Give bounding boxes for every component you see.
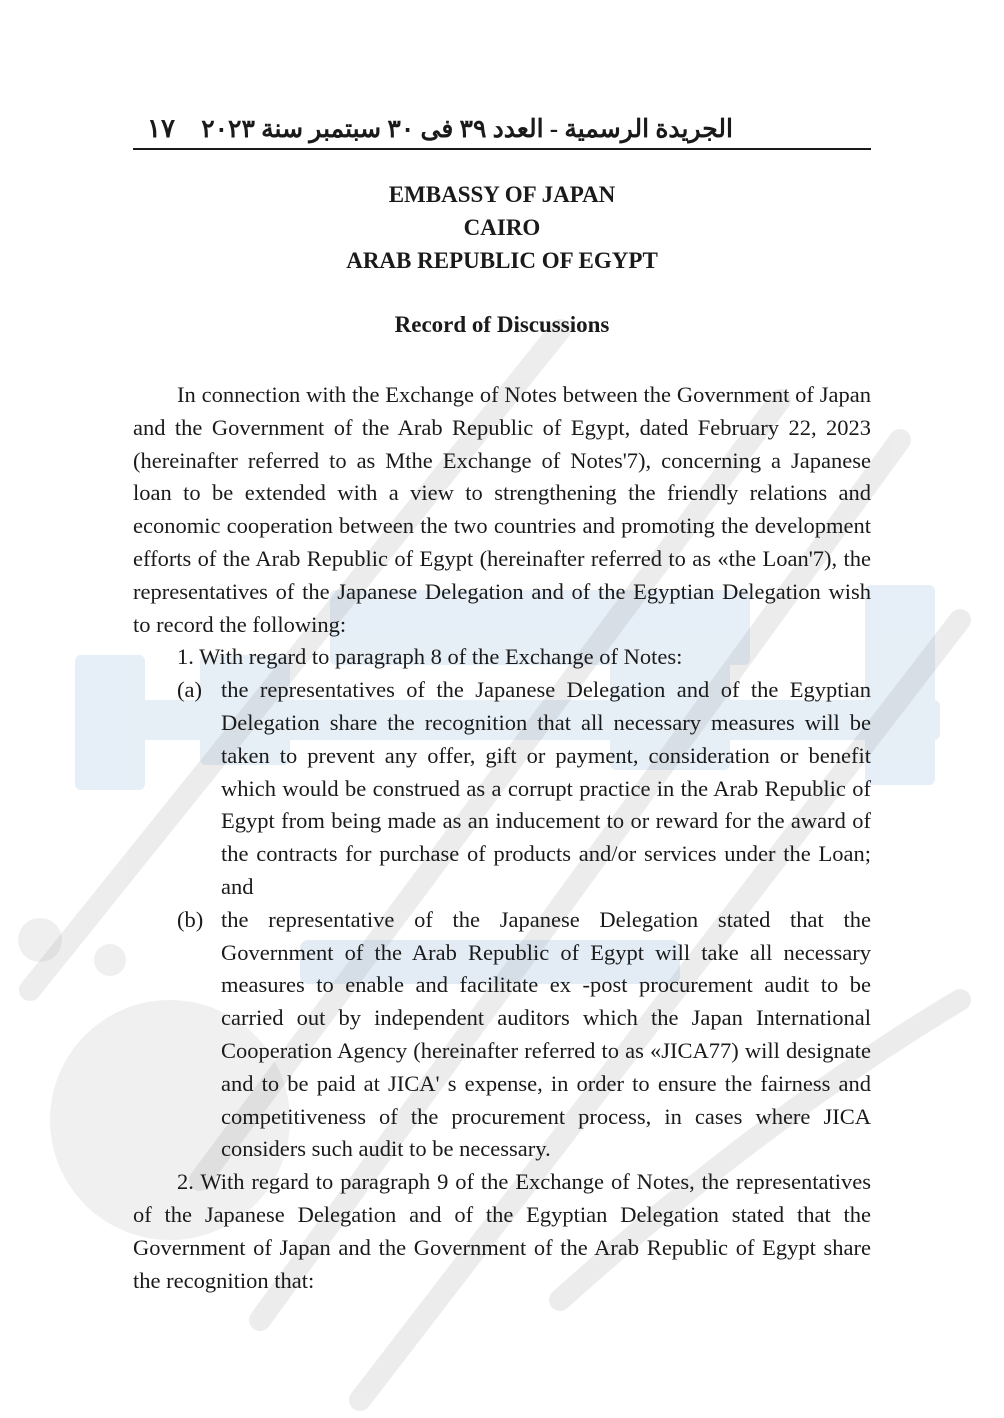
document-subtitle: Record of Discussions [394,312,610,337]
list-item [133,674,871,904]
document-title [133,178,871,277]
document-body [133,379,871,1297]
page-header [133,112,871,150]
title-line-3: ARAB REPUBLIC OF EGYPT [346,248,658,273]
list-item [133,904,871,1166]
gazette-line: الجريدة الرسمية - العدد ٣٩ فى ٣٠ سبتمبر سنة ٢٠٢٣ [201,116,733,143]
page-number: ١٧ [147,114,175,143]
section-2-paragraph: 2. With regard to paragraph 9 of the Exchange of Notes, the representatives of the Japanese Delegation and of the Egyptian Delegation stated that the Government of Japan and the Government of the Arab Republic of Egypt share the recognition that: [133,1169,871,1293]
section-1-heading: 1. With regard to paragraph 8 of the Exchange of Notes: [177,644,683,670]
list-item-label: (b) [177,906,204,932]
title-line-1: EMBASSY OF JAPAN [388,182,616,207]
intro-paragraph: In connection with the Exchange of Notes between the Government of Japan and the Government of the Arab Republic of Egypt, dated February 22, 2023 (hereinafter referred to as Mthe Exchange of Notes'7), concerning a Japanese loan to be extended with a view to strengthening the friendly relations and economic cooperation between the two countries and promoting the development efforts of the Arab Republic of Egypt (hereinafter referred to as «the Loan'7), the representatives of the Japanese Delegation and of the Egyptian Delegation wish to record the following: [133,382,871,637]
list-item-text: the representatives of the Japanese Delegation and of the Egyptian Delegation share the recognition that all necessary measures will be taken to prevent any offer, gift or payment, consideration or benefit which would be construed as a corrupt practice in the Arab Republic of Egypt from being made as an inducement to or reward for the award of the contracts for purchase of products and/or services under the Loan; and [221,677,871,899]
list-item-label: (a) [177,677,202,703]
title-line-2: CAIRO [463,215,541,240]
list-item-text: the representative of the Japanese Delegation stated that the Government of the Arab Republic of Egypt will take all necessary measures to enable and facilitate ex -post procurement audit to be carried out by independent auditors which the Japan International Cooperation Agency (hereinafter referred to as «JICA77) will designate and to be paid at JICA' s expense, in order to ensure the fairness and competitiveness of the procurement process, in cases where JICA considers such audit to be necessary. [221,906,871,1162]
